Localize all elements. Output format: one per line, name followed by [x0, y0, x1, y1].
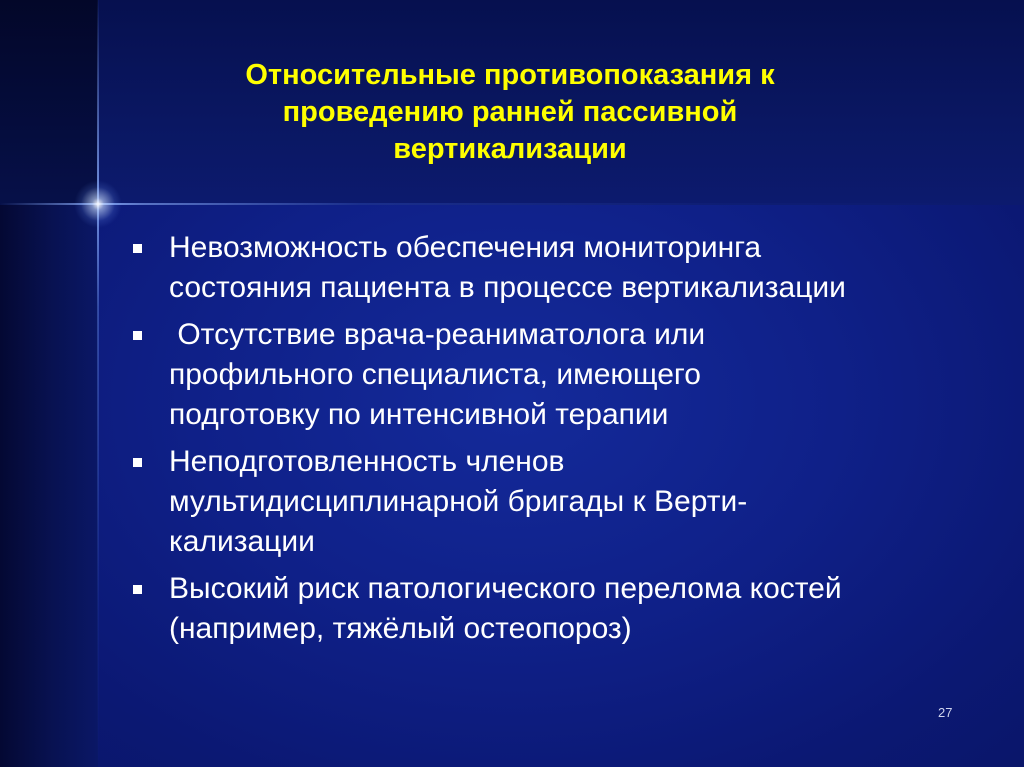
- bullet-text-line: состояния пациента в процессе вертикализации: [169, 271, 846, 304]
- bullet-text-line: Отсутствие врача-реаниматолога или: [169, 318, 706, 351]
- bullet-text-line: Невозможность обеспечения мониторинга: [169, 231, 762, 264]
- bullet-text-line: мультидисциплинарной бригады к Верти-: [169, 485, 748, 518]
- bullet-text-line: (например, тяжёлый остеопороз): [169, 612, 632, 645]
- square-bullet-icon: [133, 244, 142, 253]
- slide-title: [150, 57, 870, 168]
- bullet-text-line: профильного специалиста, имеющего: [169, 358, 701, 391]
- title-line: проведению ранней пассивной: [282, 96, 738, 128]
- bullet-text-line: Неподготовленность членов: [169, 445, 565, 478]
- horizontal-light-rule: [0, 203, 1024, 205]
- sparkle-icon: [74, 180, 122, 228]
- background-corner-panel: [0, 0, 98, 205]
- square-bullet-icon: [133, 458, 142, 467]
- square-bullet-icon: [133, 585, 142, 594]
- title-line: вертикализации: [393, 133, 627, 165]
- vertical-light-rule: [97, 0, 99, 767]
- bullet-item: [125, 569, 985, 649]
- page-number: 27: [938, 705, 953, 720]
- bullet-item: [125, 442, 985, 562]
- title-line: Относительные противопоказания к: [245, 59, 775, 91]
- bullet-text-line: кализации: [169, 525, 315, 558]
- bullet-list: [125, 228, 985, 656]
- bullet-text-line: подготовку по интенсивной терапии: [169, 398, 669, 431]
- square-bullet-icon: [133, 331, 142, 340]
- bullet-item: [125, 315, 985, 435]
- bullet-item: [125, 228, 985, 308]
- bullet-text-line: Высокий риск патологического перелома костей: [169, 572, 842, 605]
